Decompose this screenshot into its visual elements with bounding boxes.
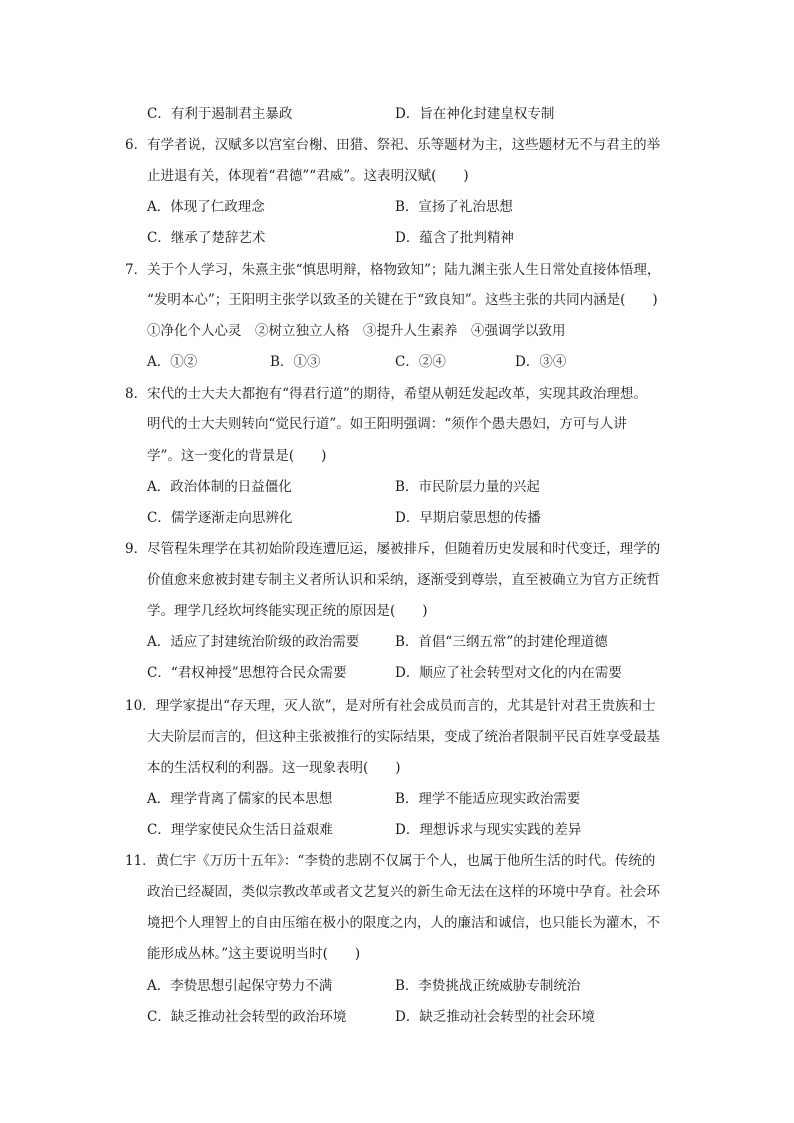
q6-stem-line-1: 6．有学者说，汉赋多以宫室台榭、田猎、祭祀、乐等题材为主，这些题材无不与君主的举 bbox=[125, 137, 661, 153]
q11-option-c[interactable]: C．缺乏推动社会转型的政治环境 bbox=[147, 1009, 347, 1025]
q11-stem-line-1: 11．黄仁宇《万历十五年》：“李贽的悲剧不仅属于个人，也属于他所生活的时代。传统的 bbox=[125, 853, 656, 869]
q11-option-a[interactable]: A．李贽思想引起保守势力不满 bbox=[147, 978, 333, 994]
q9-option-d[interactable]: D．顺应了社会转型对文化的内在需要 bbox=[395, 665, 622, 681]
q11-option-b[interactable]: B．李贽挑战正统威胁专制统治 bbox=[395, 978, 581, 994]
q6-option-a[interactable]: A．体现了仁政理念 bbox=[147, 199, 265, 215]
q7-option-b[interactable]: B．①③ bbox=[270, 354, 321, 370]
q10-stem-line-3: 本的生活权利的利器。这一现象表明( ) bbox=[147, 760, 401, 776]
q7-stem-line-1: 7．关于个人学习，朱熹主张“慎思明辩，格物致知”；陆九渊主张人生日常处直接体悟理， bbox=[125, 262, 661, 278]
q6-option-d[interactable]: D．蕴含了批判精神 bbox=[395, 230, 514, 246]
q8-option-b[interactable]: B．市民阶层力量的兴起 bbox=[395, 479, 540, 495]
q10-stem-line-1: 10．理学家提出“存天理，灭人欲”，是对所有社会成员而言的，尤其是针对君王贵族和士 bbox=[125, 698, 656, 714]
q9-option-a[interactable]: A．适应了封建统治阶级的政治需要 bbox=[147, 634, 360, 650]
q7-option-a[interactable]: A．①② bbox=[147, 354, 198, 370]
q11-option-d[interactable]: D．缺乏推动社会转型的社会环境 bbox=[395, 1009, 595, 1025]
q7-statements: ①净化个人心灵 ②树立独立人格 ③提升人生素养 ④强调学以致用 bbox=[147, 323, 566, 339]
q9-stem-line-1: 9．尽管程朱理学在其初始阶段连遭厄运，屡被排斥，但随着历史发展和时代变迁，理学的 bbox=[125, 541, 661, 557]
q6-option-c[interactable]: C．继承了楚辞艺术 bbox=[147, 230, 266, 246]
q9-stem-line-2: 价值愈来愈被封建专制主义者所认识和采纳，逐渐受到尊崇，直至被确立为官方正统哲 bbox=[147, 572, 660, 588]
q7-option-d[interactable]: D．③④ bbox=[515, 354, 567, 370]
q5-option-c[interactable]: C．有利于遏制君主暴政 bbox=[147, 106, 293, 122]
q9-option-b[interactable]: B．首倡“三纲五常”的封建伦理道德 bbox=[395, 634, 608, 650]
q8-stem-line-1: 8．宋代的士大夫大都抱有“得君行道”的期待，希望从朝廷发起改革，实现其政治理想。 bbox=[125, 386, 647, 402]
q8-option-a[interactable]: A．政治体制的日益僵化 bbox=[147, 479, 292, 495]
q9-stem-line-3: 学。理学几经坎坷终能实现正统的原因是( ) bbox=[147, 603, 428, 619]
q8-stem-line-3: 学”。这一变化的背景是( ) bbox=[147, 448, 327, 464]
q6-option-b[interactable]: B．宣扬了礼治思想 bbox=[395, 199, 513, 215]
q10-stem-line-2: 大夫阶层而言的，但这种主张被推行的实际结果，变成了统治者限制平民百姓享受最基 bbox=[147, 729, 660, 745]
q8-option-d[interactable]: D．早期启蒙思想的传播 bbox=[395, 510, 541, 526]
q9-option-c[interactable]: C．“君权神授”思想符合民众需要 bbox=[147, 665, 347, 681]
q11-stem-line-2: 政治已经凝固，类似宗教改革或者文艺复兴的新生命无法在这样的环境中孕育。社会环 bbox=[147, 884, 660, 900]
q10-option-b[interactable]: B．理学不能适应现实政治需要 bbox=[395, 791, 581, 807]
q10-option-c[interactable]: C．理学家使民众生活日益艰难 bbox=[147, 822, 333, 838]
q10-option-d[interactable]: D．理想诉求与现实实践的差异 bbox=[395, 822, 582, 838]
q10-option-a[interactable]: A．理学背离了儒家的民本思想 bbox=[147, 791, 333, 807]
q7-stem-line-2: “发明本心”；王阳明主张学以致圣的关键在于“致良知”。这些主张的共同内涵是( ) bbox=[147, 292, 658, 308]
q6-stem-line-2: 止进退有关，体现着“君德”“君威”。这表明汉赋( ) bbox=[147, 168, 469, 184]
q5-option-d[interactable]: D．旨在神化封建皇权专制 bbox=[395, 106, 555, 122]
q8-stem-line-2: 明代的士大夫则转向“觉民行道”。如王阳明强调：“须作个愚夫愚妇，方可与人讲 bbox=[147, 416, 627, 432]
q11-stem-line-3: 境把个人理智上的自由压缩在极小的限度之内，人的廉洁和诚信，也只能长为灌木，不 bbox=[147, 915, 660, 931]
q7-option-c[interactable]: C．②④ bbox=[395, 354, 446, 370]
q8-option-c[interactable]: C．儒学逐渐走向思辨化 bbox=[147, 510, 293, 526]
q11-stem-line-4: 能形成丛林。”这主要说明当时( ) bbox=[147, 946, 361, 962]
